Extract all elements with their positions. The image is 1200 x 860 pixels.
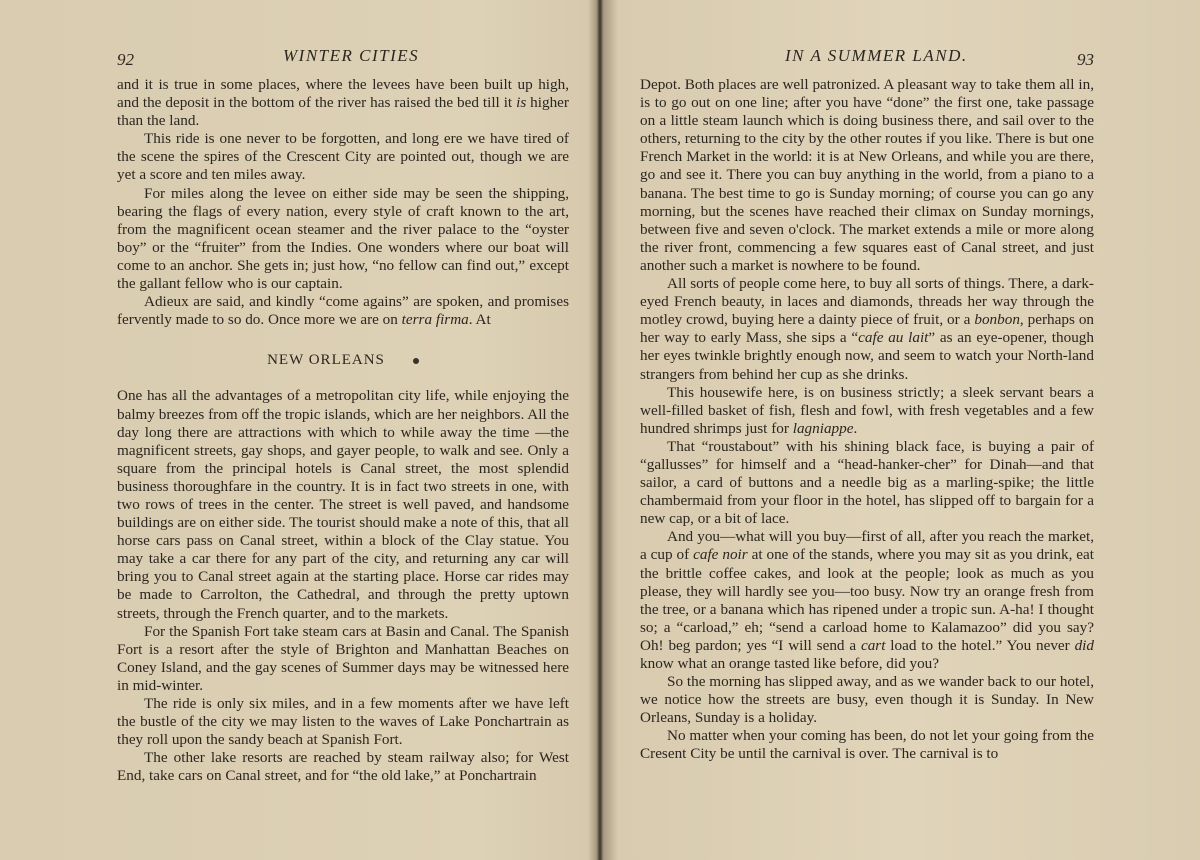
paragraph: The other lake resorts are reached by steam railway also; for West End, take cars on Canal street, and for “the old lake,” at Ponchartrain [117,749,569,785]
paragraph: This ride is one never to be forgotten, and long ere we have tired of the scene the spires of the Crescent City are pointed out, though we are yet a score and ten miles away. [117,130,569,184]
page-number: 92 [117,50,134,69]
paragraph: This housewife here, is on business strictly; a sleek servant bears a well-filled basket of fish, flesh and fowl, with fresh vegetables and a few hundred shrimps just for lagniappe. [640,383,1094,437]
paragraph: That “roustabout” with his shining black face, is buying a pair of “gallusses” for himself and a “head-hanker-cher” for Dinah—and that sailor, a card of buttons and a needle big as a marling-spike; the little chambermaid from your floor in the hotel, has slipped off to bargain for a new cap, or a bit of lace. [640,437,1094,528]
paragraph: The ride is only six miles, and in a few moments after we have left the bustle of the city we may listen to the waves of Lake Ponchartrain as they roll upon the sandy beach at Spanish Fort. [117,695,569,749]
page-body [117,76,569,785]
paragraph: Depot. Both places are well patronized. A pleasant way to take them all in, is to go out on one line; after you have “done” the first one, take passage on a little steam launch which is doing business there, and sail over to the others, returning to the city by the other routes if you like. There is but one French Market in the world: it is at New Orleans, and while you are there, go and see it. There you can buy anything in the world, from a piano to a banana. The best time to go is Sunday morning; of course you can go any morning, but the scenes have reached their climax on Sunday mornings, between five and seven o'clock. The market extends a mile or more along the river front, commencing a few squares east of Canal street, and just another such a market is nowhere to be found. [640,76,1094,274]
left-page [0,0,598,860]
paragraph: And you—what will you buy—first of all, after you reach the market, a cup of cafe noir at one of the stands, where you may sit as you drink, eat the brittle coffee cakes, and look at the people; look as much as you please, they will hardly see you—too busy. Now try an orange fresh from the tree, or a banana which has ripened under a tropic sun. A-ha! I thought so; a “carload,” eh; “send a carload home to Kalamazoo” did you say? Oh! beg pardon; yes “I will send a cart load to the hotel.” You never did know what an orange tasted like before, did you? [640,528,1094,672]
paragraph: For miles along the levee on either side may be seen the shipping, bearing the flags of every nation, every style of craft known to the art, from the magnificent ocean steamer and the river palace to the “oyster boy” or the “fruiter” from the Indies. One wonders where our boat will come to an anchor. She gets in; just how, “no fellow can find out,” except the gallant fellow who is our captain. [117,184,569,293]
right-page [602,0,1200,860]
running-head: IN A SUMMER LAND. [785,46,968,65]
page-body [640,76,1094,764]
paragraph: One has all the advantages of a metropolitan city life, while enjoying the balmy breezes from off the tropic islands, which are her neighbors. All the day long there are attractions with which to while away the time —the magnificent streets, gay shops, and gayer people, to walk and see. Only a square from the principal hotels is Canal street, the most splendid business thoroughfare in the country. It is in fact two streets in one, with two rows of trees in the center. The street is well paved, and handsome buildings are on either side. The tourist should make a note of this, that all horse cars pass on Canal street, within a block of the Clay statue. You may take a car there for any part of the city, and returning any car will bring you to Canal street again at the starting place. Horse car rides may be made to Carrolton, the Cathedral, and through the pretty uptown streets, through the French quarter, and to the markets. [117,387,569,622]
paragraph: Adieux are said, and kindly “come agains” are spoken, and promises fervently made to so do. Once more we are on terra firma. At [117,293,569,329]
paragraph: No matter when your coming has been, do not let your going from the Cresent City be until the carnival is over. The carnival is to [640,727,1094,763]
running-head: WINTER CITIES [283,46,420,65]
paragraph: So the morning has slipped away, and as we wander back to our hotel, we notice how the streets are busy, even though it is Sunday. In New Orleans, Sunday is a holiday. [640,673,1094,727]
paragraph: and it is true in some places, where the levees have been built up high, and the deposit in the bottom of the river has raised the bed till it is higher than the land. [117,76,569,130]
ornament-dot [413,358,419,364]
page-number: 93 [1077,50,1094,69]
paragraph: For the Spanish Fort take steam cars at Basin and Canal. The Spanish Fort is a resort after the style of Brighton and Manhattan Beaches on Coney Island, and the gay scenes of Summer days may be witnessed here in mid-winter. [117,622,569,694]
section-heading: NEW ORLEANS [117,351,569,369]
paragraph: All sorts of people come here, to buy all sorts of things. There, a dark-eyed French beauty, in laces and diamonds, threads her way through the motley crowd, buying here a dainty piece of fruit, or a bonbon, perhaps on her way to early Mass, she sips a “cafe au lait” as an eye-opener, though her eyes twinkle brightly enough now, and seem to watch your North-land strangers from behind her cup as she drinks. [640,275,1095,383]
